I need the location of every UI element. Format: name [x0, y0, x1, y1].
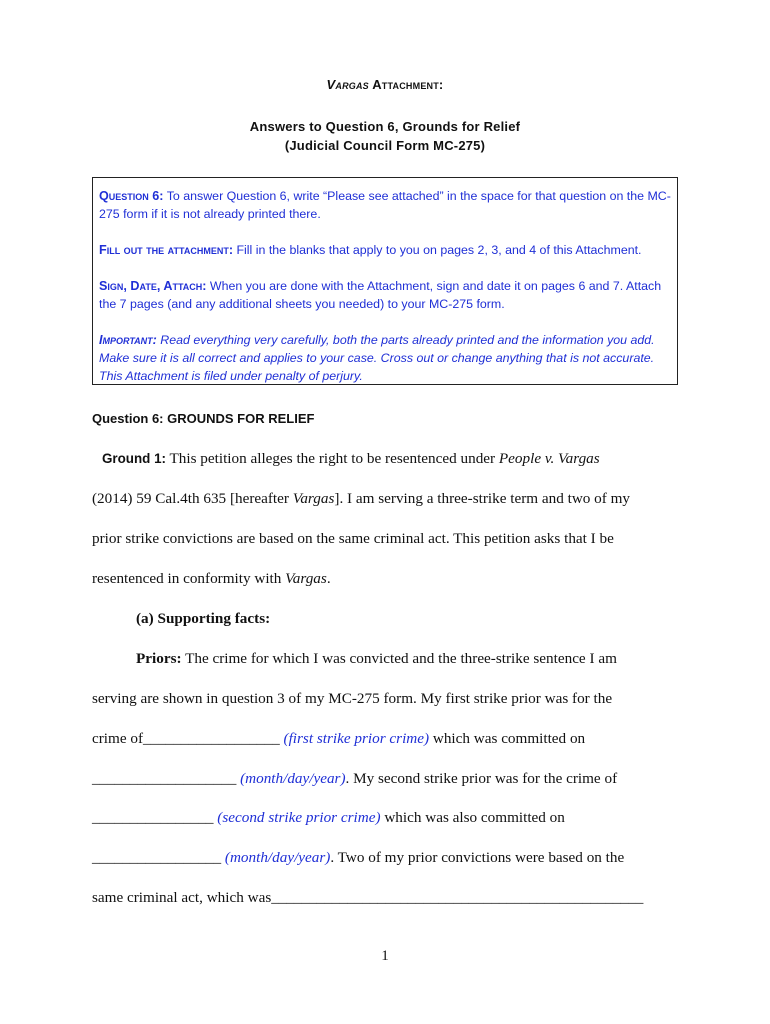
body-line-6: serving are shown in question 3 of my MC-275 form. My first strike prior was for the: [92, 690, 613, 707]
instruction-question-6: Question 6: To answer Question 6, write “Please see attached” in the space for that question on the MC-275 form if it is not already printed there.: [99, 189, 671, 221]
ground-1-line: Ground 1: This petition alleges the right to be resentenced under People v. Vargas: [102, 450, 600, 467]
second-strike-line: ________________ (second strike prior crime) which was also committed on: [92, 809, 565, 826]
first-strike-line: crime of__________________ (first strike prior crime) which was committed on: [92, 730, 586, 747]
second-strike-date-line: _________________ (month/day/year). Two of my prior convictions were based on the: [92, 849, 625, 866]
second-strike-crime-hint: (second strike prior crime): [217, 809, 381, 826]
supporting-facts-heading: (a) Supporting facts:: [136, 610, 271, 627]
body-line-3: prior strike convictions are based on the same criminal act. This petition asks that I be: [92, 530, 614, 547]
first-strike-crime-hint: (first strike prior crime): [283, 730, 430, 747]
body-line-2: (2014) 59 Cal.4th 635 [hereafter Vargas]. I am serving a three-strike term and two of my: [92, 490, 631, 507]
instructions-box: [92, 177, 678, 385]
instruction-sign-date-attach: Sign, Date, Attach: When you are done with the Attachment, sign and date it on pages 6 and 7. Attach the 7 pages (and any additional sheets you needed) to your MC-275 form.: [99, 279, 662, 311]
second-strike-date-hint: (month/day/year): [224, 849, 331, 866]
same-act-line: same criminal act, which was_________________________________________________: [92, 889, 644, 906]
document-title: Vargas Attachment:: [326, 77, 444, 92]
body-line-4: resentenced in conformity with Vargas.: [92, 570, 331, 587]
document-subtitle-form: (Judicial Council Form MC-275): [284, 138, 486, 153]
page-number: 1: [381, 948, 389, 964]
section-heading: Question 6: GROUNDS FOR RELIEF: [92, 411, 315, 426]
first-strike-date-hint: (month/day/year): [240, 770, 346, 787]
first-strike-date-line: ___________________ (month/day/year). My second strike prior was for the crime of: [92, 770, 618, 787]
instruction-fill-out: Fill out the attachment: Fill in the blanks that apply to you on pages 2, 3, and 4 of this Attachment.: [99, 243, 642, 257]
instruction-important: Important: Read everything very carefully, both the parts already printed and the information you add. Make sure it is all correct and applies to your case. Cross out or change anything that is not accurate. This Attachment is filed under penalty of perjury.: [99, 333, 655, 383]
priors-line: Priors: The crime for which I was convicted and the three-strike sentence I am: [136, 650, 617, 667]
document-subtitle: Answers to Question 6, Grounds for Relief: [249, 119, 521, 134]
